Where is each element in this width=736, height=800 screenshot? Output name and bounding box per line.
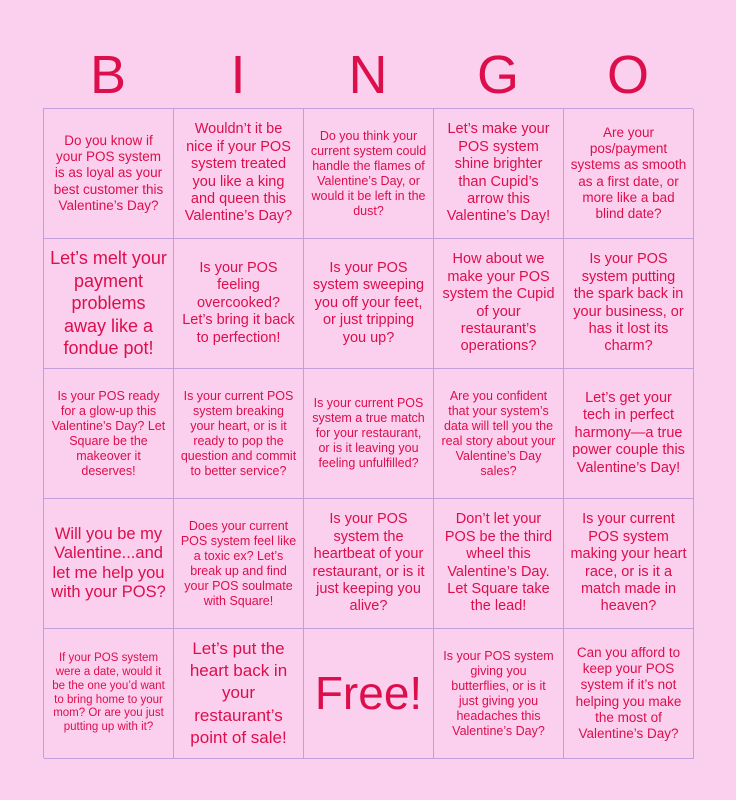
bingo-cell[interactable]: Is your POS system giving you butterflies, or is it just giving you headaches this Valentine’s Day? — [434, 629, 564, 759]
header-letter-o: O — [606, 45, 649, 105]
bingo-cell[interactable]: Let’s put the heart back in your restaurant’s point of sale! — [174, 629, 304, 759]
bingo-cell[interactable]: Is your POS feeling overcooked? Let’s bring it back to perfection! — [174, 239, 304, 369]
bingo-cell[interactable]: Let’s get your tech in perfect harmony—a true power couple this Valentine’s Day! — [564, 369, 694, 499]
header-letter-g: G — [476, 45, 519, 105]
bingo-cell[interactable]: Will you be my Valentine...and let me help you with your POS? — [44, 499, 174, 629]
bingo-cell[interactable]: Can you afford to keep your POS system if it’s not helping you make the most of Valentine’s Day? — [564, 629, 694, 759]
bingo-cell[interactable]: If your POS system were a date, would it be the one you’d want to bring home to your mom? Or are you just putting up with it? — [44, 629, 174, 759]
bingo-cell[interactable]: Is your current POS system a true match for your restaurant, or is it leaving you feeling unfulfilled? — [304, 369, 434, 499]
bingo-cell[interactable]: Is your POS system the heartbeat of your restaurant, or is it just keeping you alive? — [304, 499, 434, 629]
free-space-cell[interactable]: Free! — [304, 629, 434, 759]
bingo-cell[interactable]: Do you think your current system could handle the flames of Valentine’s Day, or would it be left in the dust? — [304, 109, 434, 239]
bingo-cell[interactable]: Is your POS system sweeping you off your feet, or just tripping you up? — [304, 239, 434, 369]
bingo-cell[interactable]: How about we make your POS system the Cupid of your restaurant’s operations? — [434, 239, 564, 369]
bingo-cell[interactable]: Do you know if your POS system is as loyal as your best customer this Valentine’s Day? — [44, 109, 174, 239]
bingo-card — [43, 108, 693, 758]
header-letter-i: I — [230, 45, 246, 105]
bingo-header — [43, 42, 693, 108]
bingo-cell[interactable]: Don’t let your POS be the third wheel this Valentine’s Day. Let Square take the lead! — [434, 499, 564, 629]
bingo-cell[interactable]: Is your POS system putting the spark back in your business, or has it lost its charm? — [564, 239, 694, 369]
header-letter-n: N — [348, 45, 388, 105]
bingo-cell[interactable]: Is your current POS system breaking your heart, or is it ready to pop the question and commit to better service? — [174, 369, 304, 499]
bingo-cell[interactable]: Let’s make your POS system shine brighter than Cupid’s arrow this Valentine’s Day! — [434, 109, 564, 239]
bingo-cell[interactable]: Wouldn’t it be nice if your POS system treated you like a king and queen this Valentine’s Day? — [174, 109, 304, 239]
header-letter-b: B — [89, 45, 127, 105]
bingo-cell[interactable]: Let’s melt your payment problems away like a fondue pot! — [44, 239, 174, 369]
bingo-cell[interactable]: Does your current POS system feel like a toxic ex? Let’s break up and find your POS soulmate with Square! — [174, 499, 304, 629]
bingo-cell[interactable]: Is your current POS system making your heart race, or is it a match made in heaven? — [564, 499, 694, 629]
bingo-cell[interactable]: Are you confident that your system’s data will tell you the real story about your Valentine’s Day sales? — [434, 369, 564, 499]
bingo-cell[interactable]: Is your POS ready for a glow-up this Valentine’s Day? Let Square be the makeover it deserves! — [44, 369, 174, 499]
bingo-cell[interactable]: Are your pos/payment systems as smooth as a first date, or more like a bad blind date? — [564, 109, 694, 239]
